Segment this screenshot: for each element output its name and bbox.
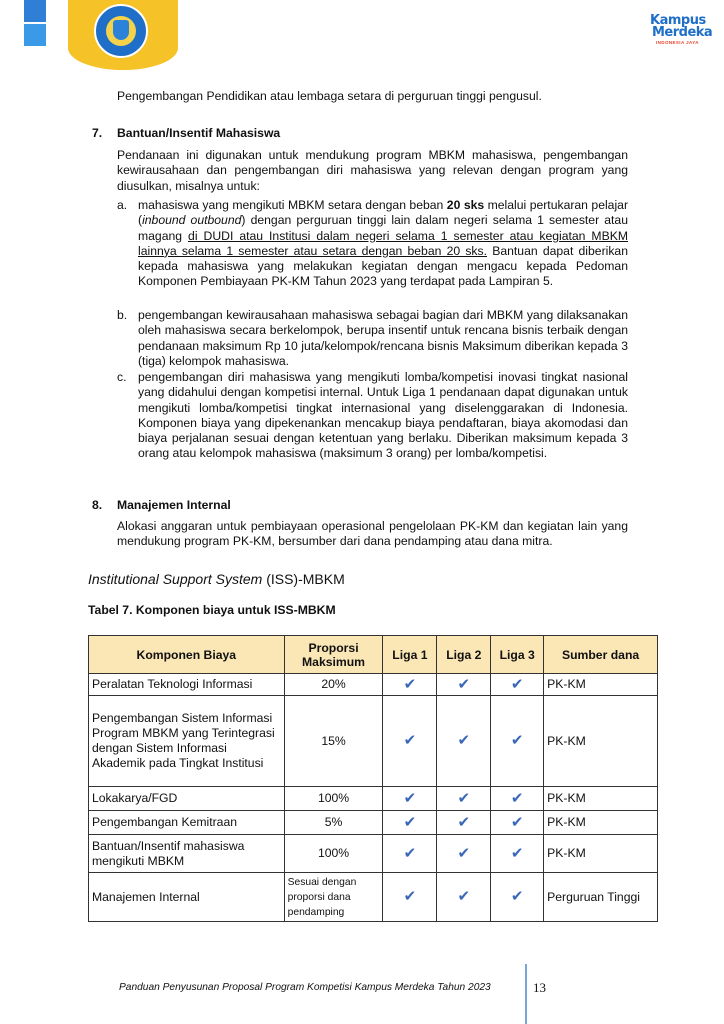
cell-proporsi: Sesuai dengan proporsi dana pendamping: [284, 873, 383, 922]
list-item-b: pengembangan kewirausahaan mahasiswa sebagai bagian dari MBKM yang dilaksanakan oleh mahasiswa secara berkelompok, berupa insentif untuk rencana bisnis terbaik dengan pendanaan maksimum Rp 10 juta/kelompok/rencana bisnis Maksimum diberikan kepada 3 (tiga) kelompok mahasiswa.: [138, 308, 628, 368]
checkmark-icon: ✔: [403, 887, 417, 905]
table-row: [89, 835, 658, 873]
section-8-number: 8.: [92, 498, 103, 512]
table-caption: Tabel 7. Komponen biaya untuk ISS-MBKM: [88, 603, 336, 617]
col-header-liga-3: Liga 3: [491, 636, 544, 674]
cell-sumber: PK-KM: [544, 787, 658, 811]
section-7-title: Bantuan/Insentif Mahasiswa: [117, 126, 281, 140]
cell-komponen: Pengembangan Kemitraan: [89, 811, 285, 835]
cell-sumber: PK-KM: [544, 696, 658, 787]
col-header-liga-1: Liga 1: [383, 636, 437, 674]
list-marker-a: a.: [117, 198, 128, 212]
checkmark-icon: ✔: [403, 674, 417, 693]
checkmark-icon: ✔: [510, 788, 524, 807]
cell-sumber: PK-KM: [544, 811, 658, 835]
checkmark-icon: ✔: [510, 887, 524, 905]
checkmark-icon: ✔: [510, 731, 524, 749]
checkmark-icon: ✔: [510, 812, 524, 831]
checkmark-icon: ✔: [510, 843, 524, 862]
col-header-komponen: Komponen Biaya: [89, 636, 285, 674]
checkmark-icon: ✔: [403, 731, 417, 749]
table-row: [89, 811, 658, 835]
checkmark-icon: ✔: [457, 788, 471, 807]
cell-proporsi: 100%: [284, 787, 383, 811]
col-header-proporsi: Proporsi Maksimum: [284, 636, 383, 674]
cell-komponen: Bantuan/Insentif mahasiswa mengikuti MBKM: [89, 835, 285, 873]
list-item-a: mahasiswa yang mengikuti MBKM setara dengan beban 20 sks melalui pertukaran pelajar (inbound outbound) dengan perguruan tinggi lain dalam negeri selama 1 semester atau magang di DUDI atau Institusi dalam negeri selama 1 semester atau kegiatan MBKM lainnya selama 1 semester atau setara dengan beban 20 sks. Bantuan dapat diberikan kepada mahasiswa yang melakukan kegiatan dengan mengacu kepada Pedoman Komponen Pembiayaan PK-KM Tahun 2023 yang terdapat pada Lampiran 5.: [138, 198, 629, 289]
cell-komponen: Pengembangan Sistem Informasi Program MBKM yang Terintegrasi dengan Sistem Informasi Akademik pada Tingkat Institusi: [89, 696, 285, 787]
list-item-c: pengembangan diri mahasiswa yang mengikuti lomba/kompetisi inovasi tingkat nasional yang didahului dengan kompetisi internal. Untuk Liga 1 pendanaan dapat digunakan untuk mengikuti lomba/kompetisi tingkat internasional yang diselenggarakan di Indonesia. Komponen biaya yang dipekenankan mencakup biaya pendaftaran, biaya akomodasi dan biaya perjalanan sesuai dengan ketentuan yang berlaku. Diberikan maksimum kepada 3 orang atau kelompok mahasiswa (maksimum 3 orang) per lomba/kompetisi.: [138, 370, 628, 461]
cell-proporsi: 5%: [284, 811, 383, 835]
cell-sumber: Perguruan Tinggi: [544, 873, 658, 922]
table-header-row: [89, 636, 658, 674]
table-row: [89, 696, 658, 787]
cell-sumber: PK-KM: [544, 674, 658, 696]
checkmark-icon: ✔: [457, 843, 471, 862]
cell-sumber: PK-KM: [544, 835, 658, 873]
section-8-paragraph: Alokasi anggaran untuk pembiayaan operasional pengelolaan PK-KM dan kegiatan lain yang mendukung program PK-KM, bersumber dari dana pendamping atau dana mitra.: [117, 519, 628, 549]
col-header-sumber: Sumber dana: [544, 636, 658, 674]
section-8-title: Manajemen Internal: [117, 498, 231, 512]
table-row: [89, 873, 658, 922]
section-7-number: 7.: [92, 126, 103, 140]
page-number: 13: [533, 980, 546, 995]
checkmark-icon: ✔: [457, 674, 471, 693]
tut-wuri-handayani-logo: [94, 4, 148, 58]
footer-divider: [525, 964, 527, 1024]
checkmark-icon: ✔: [403, 843, 417, 862]
kampus-merdeka-logo: Kampus Merdeka INDONESIA JAYA: [650, 13, 713, 45]
checkmark-icon: ✔: [457, 887, 471, 905]
cell-proporsi: 20%: [284, 674, 383, 696]
list-marker-b: b.: [117, 308, 128, 322]
cell-proporsi: 100%: [284, 835, 383, 873]
checkmark-icon: ✔: [457, 731, 471, 749]
cell-komponen: Manajemen Internal: [89, 873, 285, 922]
section-7-paragraph: Pendanaan ini digunakan untuk mendukung program MBKM mahasiswa, pengembangan kewirausahaan dan pengembangan diri mahasiswa yang relevan dengan program yang diusulkan, misalnya untuk:: [117, 148, 628, 193]
list-marker-c: c.: [117, 370, 127, 384]
checkmark-icon: ✔: [510, 674, 524, 693]
table-row: [89, 787, 658, 811]
footer-title: Panduan Penyusunan Proposal Program Kompetisi Kampus Merdeka Tahun 2023: [119, 982, 491, 993]
iss-heading: Institutional Support System (ISS)-MBKM: [88, 571, 345, 587]
cell-komponen: Peralatan Teknologi Informasi: [89, 674, 285, 696]
cell-komponen: Lokakarya/FGD: [89, 787, 285, 811]
table-row: [89, 674, 658, 696]
decor-square-light-blue: [24, 24, 46, 46]
col-header-liga-2: Liga 2: [437, 636, 491, 674]
checkmark-icon: ✔: [403, 812, 417, 831]
checkmark-icon: ✔: [403, 788, 417, 807]
cost-component-table: [88, 635, 658, 922]
decor-square-blue: [24, 0, 46, 22]
intro-line: Pengembangan Pendidikan atau lembaga setara di perguruan tinggi pengusul.: [117, 89, 542, 103]
cell-proporsi: 15%: [284, 696, 383, 787]
checkmark-icon: ✔: [457, 812, 471, 831]
